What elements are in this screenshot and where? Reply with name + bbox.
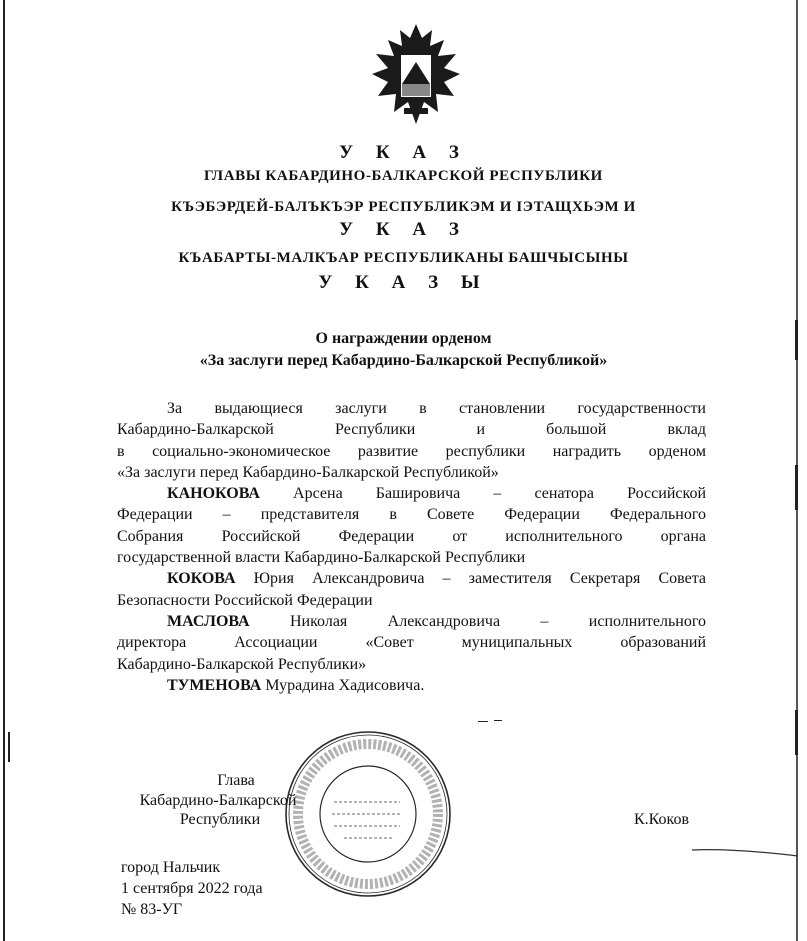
scan-mark: [795, 465, 798, 510]
signature-stroke: [690, 842, 800, 862]
header-line-russian: ГЛАВЫ КАБАРДИНО-БАЛКАРСКОЙ РЕСПУБЛИКИ: [204, 168, 603, 184]
scan-mark: [795, 710, 798, 755]
dash-mark: [478, 721, 488, 722]
body-line: Кабардино-Балкарской Республики»: [117, 655, 367, 673]
awardee-text: Арсена Башировича – сенатора Российской: [259, 485, 706, 503]
awardee-surname: КАНОКОВА: [167, 485, 260, 503]
signature-position-line1: Глава: [217, 772, 255, 789]
ukaz-heading-balkar: У К А З Ы: [318, 272, 489, 293]
ukaz-heading: У К А З: [339, 142, 468, 163]
awardee-surname: МАСЛОВА: [167, 612, 250, 630]
awardee-text: Мурадина Хадисовича.: [261, 676, 425, 694]
dash-mark: [494, 720, 502, 721]
decree-title-line1: О награждении орденом: [315, 330, 492, 347]
awardee-2: [117, 568, 706, 589]
coat-of-arms-emblem: [366, 20, 466, 130]
awardee-3: [117, 611, 706, 632]
body-line: Федерации – представителя в Совете Федерации Федерального: [117, 506, 706, 524]
signature-position-line2: Кабардино-Балкарской: [139, 792, 297, 809]
official-seal-stamp: [282, 728, 454, 900]
signature-position-line3: Республики: [179, 811, 261, 828]
header-line-kabardian: КЪЭБЭРДЕЙ-БАЛЪКЪЭР РЕСПУБЛИКЭМ И IЭТАЩХЬЭМ И: [171, 199, 636, 215]
awardee-surname: КОКОВА: [167, 570, 236, 588]
awardee-4: [117, 675, 706, 696]
body-line: государственной власти Кабардино-Балкарской Республики: [117, 549, 526, 567]
body-line: директора Ассоциации «Совет муниципальных образований: [117, 634, 706, 652]
awardee-1: [117, 483, 706, 504]
awardee-surname: ТУМЕНОВА: [167, 676, 262, 694]
scan-mark: [8, 732, 10, 762]
ukaz-heading-kabardian: У К А З: [339, 219, 468, 240]
body-line: За выдающиеся заслуги в становлении государственности: [167, 400, 706, 417]
awardee-text: Николая Александровича – исполнительного: [249, 612, 706, 630]
body-line: Собрания Российской Федерации от исполнительного органа: [117, 527, 706, 545]
decree-body: [117, 398, 706, 696]
body-line: в социально-экономическое развитие республики наградить орденом: [117, 442, 706, 460]
body-line: Безопасности Российской Федерации: [117, 591, 373, 609]
signatory-name: К.Коков: [634, 811, 690, 828]
awardee-text: Юрия Александровича – заместителя Секретаря Совета: [235, 570, 706, 588]
header-line-balkar: КЪАБАРТЫ-МАЛКЪАР РЕСПУБЛИКАНЫ БАШЧЫСЫНЫ: [178, 250, 629, 266]
issue-date: 1 сентября 2022 года: [121, 880, 263, 897]
decree-number: № 83-УГ: [121, 901, 183, 918]
decree-title-line2: «За заслуги перед Кабардино-Балкарской Республикой»: [199, 352, 608, 369]
body-line: «За заслуги перед Кабардино-Балкарской Республикой»: [117, 463, 499, 481]
issue-city: город Нальчик: [121, 859, 221, 876]
body-line: Кабардино-Балкарской Республики и большой вклад: [117, 421, 706, 439]
